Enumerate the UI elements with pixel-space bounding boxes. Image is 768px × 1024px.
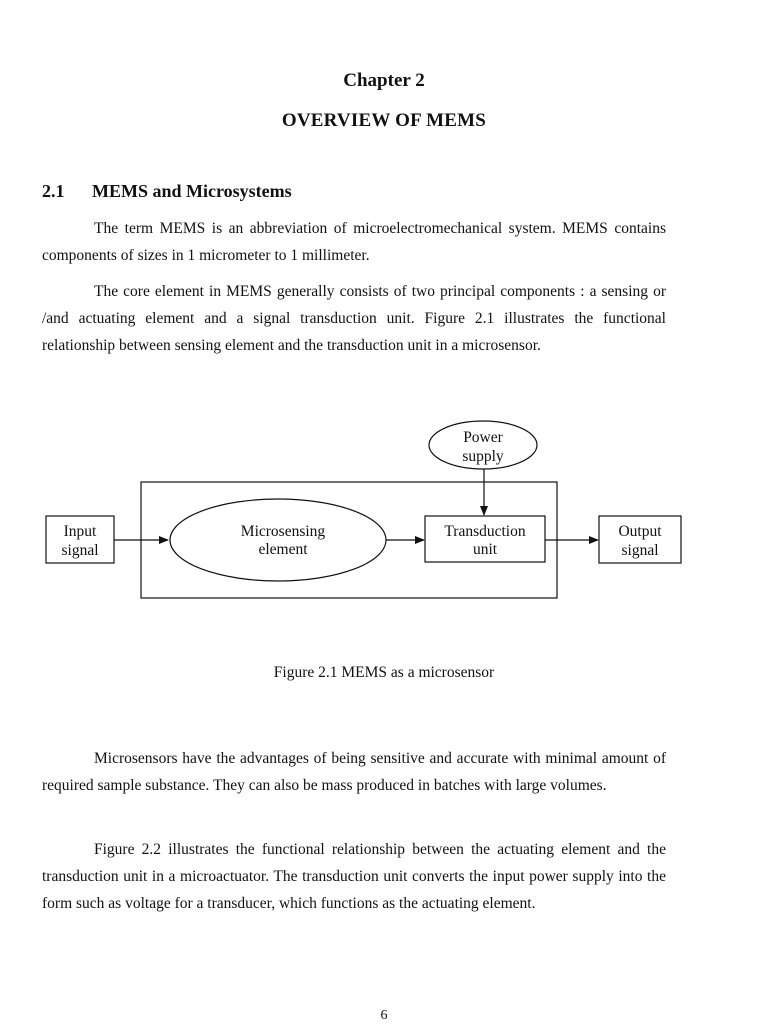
paragraph-mems-definition: The term MEMS is an abbreviation of microelectromechanical system. MEMS contains components of sizes in 1 micrometer to 1 millimeter. (42, 220, 666, 264)
power-supply-label-line2: supply (462, 448, 504, 465)
figure-mems-microsensor-diagram (0, 410, 768, 610)
input-signal-label-line1: Input (63, 523, 97, 540)
power-supply-label-line1: Power (463, 429, 503, 446)
microsensing-label-line1: Microsensing (240, 523, 326, 540)
microsensing-element-ellipse (170, 499, 386, 581)
paragraph-microsensor-advantages: Microsensors have the advantages of being sensitive and accurate with minimal amount of required sample substance. They can also be mass produced in batches with large volumes. (42, 750, 666, 794)
section-title: MEMS and Microsystems (92, 181, 292, 201)
section-number: 2.1 (42, 181, 65, 201)
page-number: 6 (380, 1008, 388, 1023)
paragraph-core-element: The core element in MEMS generally consists of two principal components : a sensing or /and actuating element and a signal transduction unit. Figure 2.1 illustrates the functional relationship between sensing element and the transduction unit in a microsensor. (42, 283, 666, 354)
transduction-label-line2: unit (472, 541, 498, 558)
chapter-title: OVERVIEW OF MEMS (281, 110, 487, 131)
paragraph-microactuator: Figure 2.2 illustrates the functional relationship between the actuating element and the transduction unit in a microactuator. The transduction unit converts the input power supply into the form such as voltage for a transducer, which functions as the actuating element. (42, 841, 666, 912)
input-signal-label-line2: signal (61, 542, 99, 559)
figure-caption: Figure 2.1 MEMS as a microsensor (273, 664, 495, 681)
chapter-label: Chapter 2 (343, 70, 425, 91)
output-signal-label-line2: signal (621, 542, 659, 559)
transduction-label-line1: Transduction (444, 523, 526, 540)
output-signal-label-line1: Output (618, 523, 662, 540)
microsensing-label-line2: element (258, 541, 308, 558)
